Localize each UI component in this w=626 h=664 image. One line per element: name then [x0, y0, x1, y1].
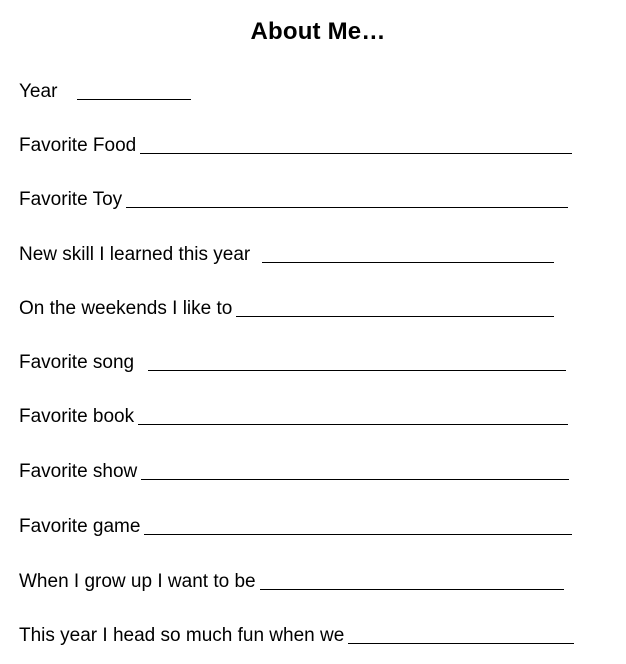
field-label: Year — [19, 81, 58, 102]
answer-blank[interactable] — [144, 534, 572, 535]
field-label: When I grow up I want to be — [19, 571, 256, 592]
field-new-skill — [19, 239, 554, 267]
field-favorite-food — [19, 130, 572, 158]
field-favorite-song — [19, 347, 566, 375]
answer-blank[interactable] — [348, 643, 574, 644]
field-label: Favorite game — [19, 516, 141, 537]
answer-blank[interactable] — [140, 153, 572, 154]
answer-blank[interactable] — [138, 424, 568, 425]
field-favorite-show — [19, 456, 569, 484]
field-label: Favorite show — [19, 461, 138, 482]
answer-blank[interactable] — [126, 207, 568, 208]
answer-blank[interactable] — [141, 479, 569, 480]
field-label: Favorite book — [19, 406, 135, 427]
field-label: Favorite Food — [19, 135, 137, 156]
field-label: On the weekends I like to — [19, 298, 233, 319]
field-favorite-toy — [19, 184, 568, 212]
answer-blank[interactable] — [262, 262, 554, 263]
field-fun-this-year — [19, 620, 574, 648]
field-year — [19, 76, 191, 104]
answer-blank[interactable] — [77, 99, 191, 100]
field-label: New skill I learned this year — [19, 244, 251, 265]
field-grow-up — [19, 566, 564, 594]
field-label: This year I head so much fun when we — [19, 625, 345, 646]
field-label: Favorite Toy — [19, 189, 123, 210]
answer-blank[interactable] — [148, 370, 566, 371]
field-favorite-book — [19, 401, 568, 429]
field-label: Favorite song — [19, 352, 135, 373]
answer-blank[interactable] — [260, 589, 564, 590]
field-weekends — [19, 293, 554, 321]
field-favorite-game — [19, 511, 572, 539]
answer-blank[interactable] — [236, 316, 554, 317]
page-title: About Me… — [250, 18, 386, 45]
